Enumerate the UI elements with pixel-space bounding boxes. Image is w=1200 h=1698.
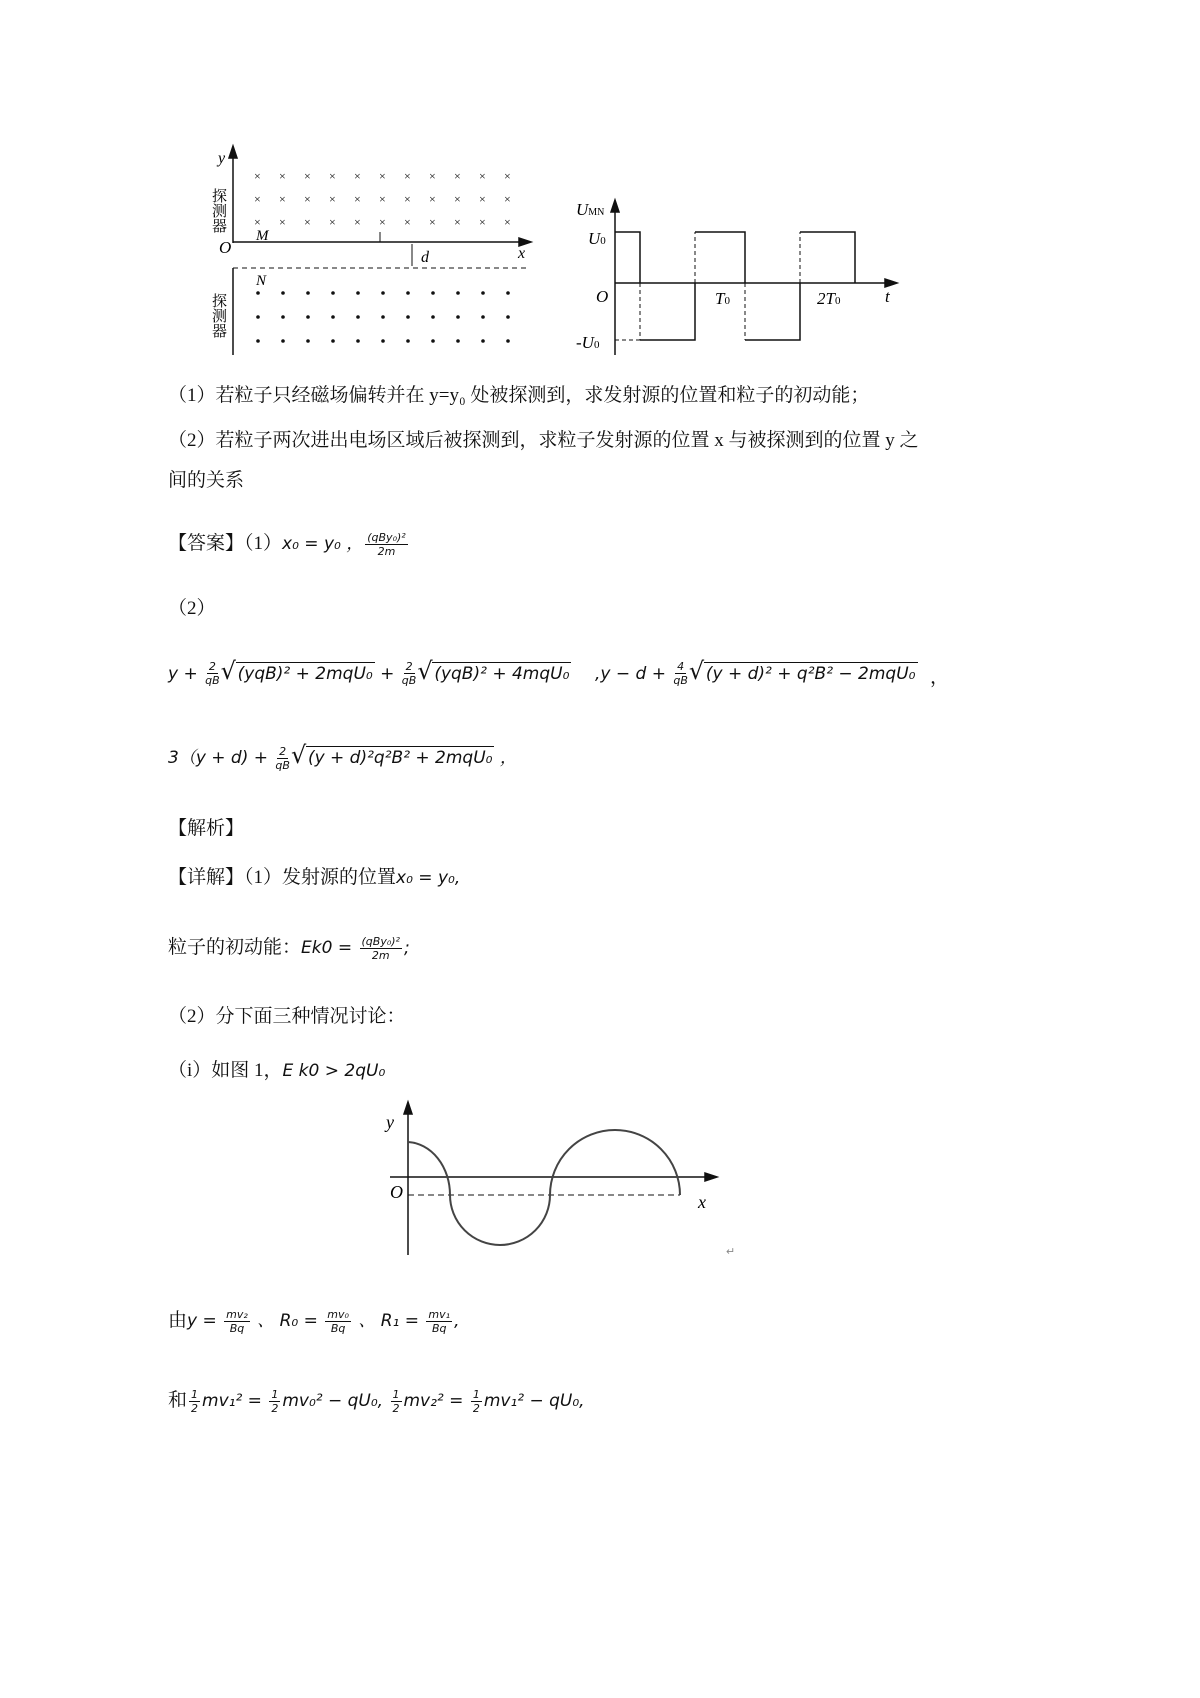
field-dot <box>381 339 385 343</box>
numerator: 2 <box>208 660 216 673</box>
detail-label: 【详解】（1）发射源的位置 <box>168 867 397 888</box>
magnetic-field-figure <box>0 0 1200 400</box>
field-cross: × <box>479 192 486 206</box>
denominator: 2 <box>191 1401 199 1415</box>
formula-text: + <box>374 663 400 684</box>
square-root: √ (y + d)²q²B² + 2mqU₀ <box>306 746 495 768</box>
formula-text: 、 R₀ = <box>251 1311 324 1331</box>
case1-label: （i）如图 1， <box>168 1060 283 1081</box>
y-axis-label: y <box>218 150 226 167</box>
fraction <box>189 1388 200 1415</box>
answer-1 <box>168 528 410 558</box>
field-cross: × <box>404 215 411 229</box>
field-cross: × <box>279 192 286 206</box>
field-dot <box>256 291 260 295</box>
field-dot <box>431 339 435 343</box>
field-cross: × <box>479 169 486 183</box>
numerator: 2 <box>405 660 413 673</box>
formula-text: 、 R₁ = <box>352 1311 425 1331</box>
question-1: （1）若粒子只经磁场偏转并在 y=y₀ 处被探测到，求发射源的位置和粒子的初动能； <box>168 385 870 406</box>
numerator: 1 <box>392 1387 400 1401</box>
denominator: 2 <box>271 1401 279 1415</box>
magnetic-field-dots <box>256 291 510 343</box>
field-cross: × <box>454 215 461 229</box>
field-cross: × <box>429 169 436 183</box>
denominator: 2 <box>472 1401 480 1415</box>
numerator: mv₀ <box>327 1307 349 1321</box>
neg-u0-label: -U0 <box>576 333 600 352</box>
denominator: qB <box>275 758 290 772</box>
formula-text: mv₂² = <box>403 1391 469 1411</box>
field-cross: × <box>329 169 336 183</box>
fig1-origin-label: O <box>390 1182 403 1202</box>
analysis-label: 【解析】 <box>168 818 245 839</box>
field-dot <box>256 339 260 343</box>
field-dot <box>506 315 510 319</box>
field-dot <box>306 291 310 295</box>
field-cross: × <box>304 192 311 206</box>
field-cross: × <box>279 215 286 229</box>
field-dot <box>331 339 335 343</box>
field-dot <box>306 339 310 343</box>
answer-label: 【答案】（1） <box>168 533 283 554</box>
field-cross: × <box>379 169 386 183</box>
comma: ， <box>930 667 950 688</box>
formula-text: E <box>301 938 312 958</box>
denominator: Bq <box>229 1321 245 1335</box>
m-label: M <box>256 228 269 244</box>
d-label: d <box>421 249 429 266</box>
field-dot <box>356 315 360 319</box>
field-cross: × <box>404 192 411 206</box>
field-dot <box>406 315 410 319</box>
field-dot <box>356 339 360 343</box>
fraction <box>391 1388 402 1415</box>
field-cross: × <box>329 215 336 229</box>
field-cross: × <box>304 215 311 229</box>
u0-label: U0 <box>588 229 606 248</box>
field-cross: × <box>429 192 436 206</box>
fraction <box>426 1308 452 1335</box>
field-cross: × <box>354 169 361 183</box>
field-dot <box>406 339 410 343</box>
numerator: 4 <box>677 660 685 673</box>
field-cross: × <box>379 192 386 206</box>
case-1 <box>168 1055 385 1082</box>
formula-text: E k0 > 2qU₀ <box>282 1061 386 1081</box>
field-dot <box>506 339 510 343</box>
formula-text: mv₀² − qU₀, <box>282 1391 389 1411</box>
field-cross: × <box>454 169 461 183</box>
field-dot <box>306 315 310 319</box>
field-dot <box>281 291 285 295</box>
two-t0-label: 2T0 <box>817 289 841 308</box>
formula-text: y = <box>187 1311 223 1331</box>
field-cross: × <box>254 192 261 206</box>
field-dot <box>431 291 435 295</box>
n-label: N <box>256 273 267 289</box>
formula-text: mv₁² − qU₀, <box>483 1391 585 1411</box>
field-dot <box>281 339 285 343</box>
field-cross: × <box>354 215 361 229</box>
numerator: 1 <box>271 1387 279 1401</box>
field-cross: × <box>279 169 286 183</box>
formula-text: x₀ = y₀, <box>396 868 461 888</box>
field-cross: × <box>429 215 436 229</box>
fig1-x-label: x <box>698 1192 706 1212</box>
field-cross: × <box>254 215 261 229</box>
formula-text: ,y − d + <box>595 663 672 684</box>
x-axis-label: x <box>518 245 526 262</box>
question-2-line-1: （2）若粒子两次进出电场区域后被探测到，求粒子发射源的位置 x 与被探测到的位置 y 之 <box>168 430 919 451</box>
square-root: √ (y + d)² + q²B² − 2mqU₀ <box>704 662 918 684</box>
field-cross: × <box>379 215 386 229</box>
fraction <box>325 1308 351 1335</box>
answer-2-formula-3 <box>168 743 517 772</box>
kinetic-energy <box>168 932 410 962</box>
field-dot <box>506 291 510 295</box>
field-cross: × <box>304 169 311 183</box>
denominator: qB <box>401 674 417 687</box>
origin-label: O <box>219 238 232 257</box>
square-root: √ (yqB)² + 4mqU₀ <box>432 662 571 684</box>
fraction <box>402 660 417 687</box>
equation-he <box>168 1385 585 1415</box>
denominator: 2m <box>377 544 396 558</box>
field-dot <box>356 291 360 295</box>
magnetic-field-crosses <box>254 169 511 229</box>
numerator: 1 <box>191 1387 199 1401</box>
answer-2-formula-2 <box>595 660 918 687</box>
t0-label: T0 <box>715 289 730 308</box>
field-dot <box>456 291 460 295</box>
field-cross: × <box>504 169 511 183</box>
fraction <box>471 1388 482 1415</box>
formula-text: 3（y + d) + <box>168 748 274 768</box>
umn-label: UMN <box>576 200 605 219</box>
fraction <box>365 531 407 558</box>
field-dot <box>406 291 410 295</box>
square-root: √ (yqB)² + 2mqU₀ <box>236 662 375 684</box>
formula-text: , <box>454 1311 460 1331</box>
field-dot <box>481 315 485 319</box>
denominator: 2 <box>392 1401 400 1415</box>
formula-text: k0 <box>311 938 333 958</box>
answer-2-label: （2） <box>168 598 216 619</box>
fig1-y-label: y <box>386 1112 394 1132</box>
numerator: mv₁ <box>428 1307 451 1321</box>
field-dot <box>331 315 335 319</box>
trajectory-figure-1 <box>370 1090 750 1270</box>
denominator: qB <box>205 674 220 687</box>
denominator: Bq <box>330 1321 346 1335</box>
formula-text: ; <box>403 938 410 958</box>
field-dot <box>256 315 260 319</box>
field-dot <box>381 291 385 295</box>
fraction <box>205 660 220 687</box>
detector-bottom-label: 探测器 <box>210 293 226 338</box>
field-dot <box>281 315 285 319</box>
ke-label: 粒子的初动能： <box>168 937 302 958</box>
fraction <box>360 935 402 962</box>
case-intro: （2）分下面三种情况讨论： <box>168 1006 406 1027</box>
field-dot <box>456 339 460 343</box>
formula-text: x₀ = y₀ ， <box>282 534 364 554</box>
field-cross: × <box>504 192 511 206</box>
field-cross: × <box>479 215 486 229</box>
formula-text: mv₁² = <box>202 1391 268 1411</box>
denominator: qB <box>673 674 688 687</box>
formula-text: ， <box>494 748 517 768</box>
numerator: 2 <box>279 744 287 758</box>
field-dot <box>481 339 485 343</box>
he-label: 和 <box>168 1390 188 1411</box>
question-2-line-2: 间的关系 <box>168 470 245 491</box>
numerator: mv₂ <box>226 1307 248 1321</box>
answer-2-formula-row <box>168 660 571 687</box>
voltage-waveform-figure <box>611 200 897 355</box>
field-dot <box>456 315 460 319</box>
formula-text: = <box>332 938 358 958</box>
origin-label-right: O <box>596 287 609 306</box>
numerator: (qBy₀)² <box>361 934 400 948</box>
field-dot <box>481 291 485 295</box>
t-axis-label: t <box>885 287 890 306</box>
equation-you <box>168 1305 459 1335</box>
field-cross: × <box>454 192 461 206</box>
paragraph-mark: ↵ <box>726 1246 736 1258</box>
field-cross: × <box>329 192 336 206</box>
fraction <box>224 1308 250 1335</box>
fraction <box>275 745 290 772</box>
numerator: 1 <box>472 1387 480 1401</box>
fraction <box>269 1388 280 1415</box>
detail-1 <box>168 862 460 889</box>
denominator: Bq <box>431 1321 447 1335</box>
field-cross: × <box>404 169 411 183</box>
fraction <box>673 660 688 687</box>
numerator: (qBy₀)² <box>367 530 406 544</box>
detector-top-label: 探测器 <box>210 188 226 233</box>
denominator: 2m <box>371 948 390 962</box>
field-cross: × <box>354 192 361 206</box>
field-dot <box>381 315 385 319</box>
field-dot <box>331 291 335 295</box>
field-dot <box>431 315 435 319</box>
formula-text: y + <box>168 663 204 684</box>
field-cross: × <box>504 215 511 229</box>
field-cross: × <box>254 169 261 183</box>
you-label: 由 <box>168 1310 188 1331</box>
